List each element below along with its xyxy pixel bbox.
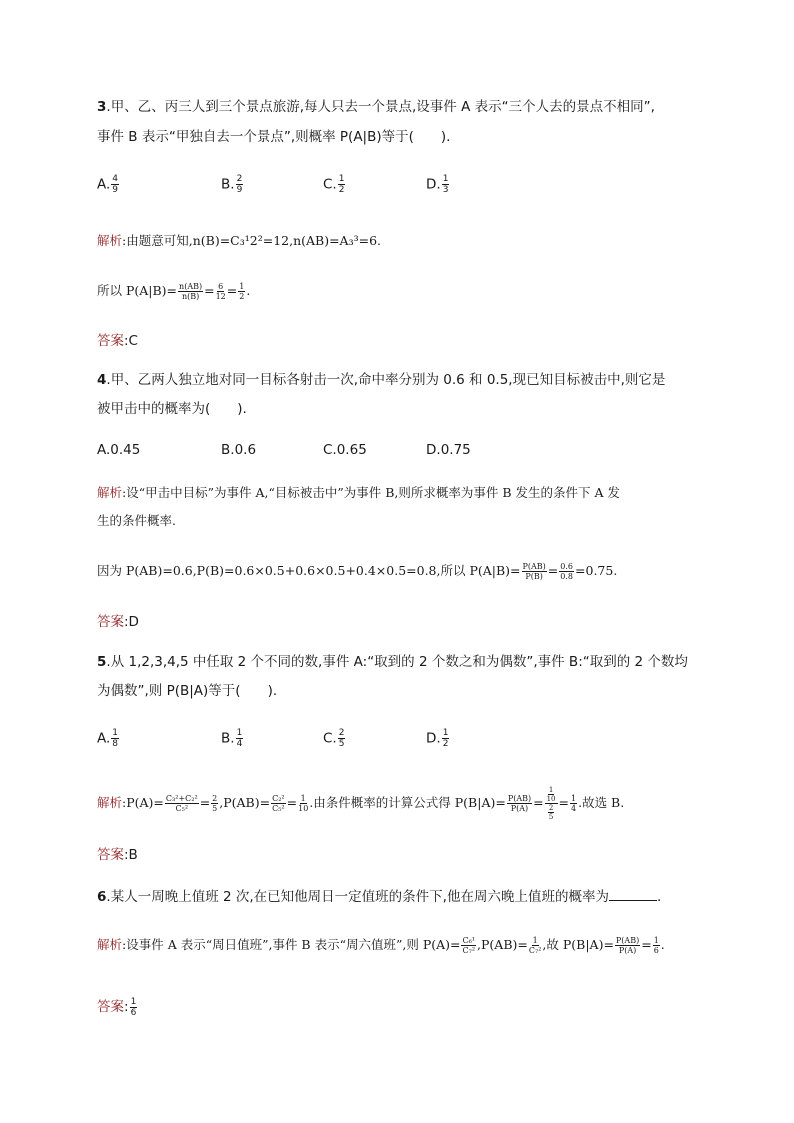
q3-option-b: B. $\frac{2}{9}$: [221, 174, 243, 195]
q5-option-d: D. $\frac{1}{2}$: [426, 728, 449, 749]
answer-label: 答案: [97, 333, 124, 349]
q6-stem: 6.某人一周晚上值班 2 次,在已知他周日一定值班的条件下,他在周六晚上值班的概率为 .: [97, 886, 661, 908]
q3-option-d: D. $\frac{1}{3}$: [426, 174, 449, 195]
q4-option-b: B.0.6: [221, 442, 257, 458]
analysis-label: 解析: [97, 795, 123, 810]
analysis-label: 解析: [97, 485, 123, 500]
q3-answer: 答案:C: [97, 333, 138, 349]
q5-stem-line1: 5.从 1,2,3,4,5 中任取 2 个不同的数,事件 A:“取到的 2 个数之和为偶数”,事件 B:“取到的 2 个数均: [97, 654, 688, 670]
q4-option-d: D.0.75: [426, 442, 471, 458]
q4-stem-line2: 被甲击中的概率为( ).: [97, 401, 247, 417]
q3-options: [97, 174, 697, 204]
q5-stem-line2: 为偶数”,则 P(B|A)等于( ).: [97, 683, 278, 699]
q5-option-c: C. $\frac{2}{5}$: [323, 728, 345, 749]
q6-answer-blank: [609, 886, 657, 901]
answer-label: 答案: [97, 999, 124, 1015]
q4-analysis-line3: 因为 P(AB)=0.6,P(B)=0.6×0.5+0.6×0.5+0.4×0.5=0.8,所以 P(A|B)= $\frac{P(AB)}{P(B)}$ = $\frac{0.6}{0.8}$ =0.75.: [97, 562, 618, 581]
q3-option-a: A. $\frac{4}{9}$: [97, 174, 119, 195]
q4-option-a: A.0.45: [97, 442, 141, 458]
q4-answer: 答案:D: [97, 614, 139, 630]
q5-answer: 答案:B: [97, 847, 138, 863]
answer-label: 答案: [97, 847, 124, 863]
q5-number: 5: [97, 654, 107, 670]
q4-analysis-line2: 生的条件概率.: [97, 513, 176, 528]
q4-options: [97, 442, 697, 472]
q4-number: 4: [97, 372, 107, 388]
q3-option-c: C. $\frac{1}{2}$: [323, 174, 345, 195]
q4-stem-line1: 4.甲、乙两人独立地对同一目标各射击一次,命中率分别为 0.6 和 0.5,现已知目标被击中,则它是: [97, 372, 666, 388]
q4-analysis-line1: 解析:设“甲击中目标”为事件 A,“目标被击中”为事件 B,则所求概率为事件 B 发生的条件下 A 发: [97, 485, 621, 500]
q3-stem-line1: 3.甲、乙、丙三人到三个景点旅游,每人只去一个景点,设事件 A 表示“三个人去的景点不相同”,: [97, 99, 655, 115]
q5-options: [97, 728, 697, 758]
q3-stem-line2: 事件 B 表示“甲独自去一个景点”,则概率 P(A|B)等于( ).: [97, 129, 451, 145]
answer-label: 答案: [97, 614, 124, 630]
analysis-label: 解析: [97, 233, 123, 248]
q5-option-a: A. $\frac{1}{8}$: [97, 728, 119, 749]
q6-analysis: 解析:设事件 A 表示“周日值班”,事件 B 表示“周六值班”,则 P(A)= $\frac{\text{C₆¹}}{\text{C₇²}}$ ,P(AB)= $\frac{1}{\text{C₇²}}$ ,故 P(B|A)= $\frac{P(AB)}{P(A)}$ = $\frac{1}{6}$ .: [97, 936, 665, 955]
analysis-label: 解析: [97, 937, 123, 952]
q4-option-c: C.0.65: [323, 442, 367, 458]
q3-number: 3: [97, 99, 107, 115]
q6-number: 6: [97, 889, 107, 905]
q3-analysis-line2: 所以 P(A|B)= $\frac{n(AB)}{n(B)}$ = $\frac{6}{12}$ = $\frac{1}{2}$ .: [97, 282, 251, 301]
q3-analysis-line1: 解析:由题意可知,n(B)=C₃¹2²=12,n(AB)=A₃³=6.: [97, 233, 382, 248]
q6-answer: 答案: $\frac{1}{6}$: [97, 996, 137, 1018]
q5-analysis: 解析:P(A)= $\frac{\text{C₃²+C₂²}}{\text{C₅²}}$ = $\frac{2}{5}$ ,P(AB)= $\frac{\text{C₂²}}{\text{C₅²}}$ = $\frac{1}{10}$ .由条件概率的计算公式得 P(B|A)= $\frac{P(AB)}{P(A)}$ = $\frac{\frac{1}{10}}{\frac{2}{5}}$ = $\frac{1}{4}$ .故选 B.: [97, 786, 625, 821]
q5-option-b: B. $\frac{1}{4}$: [221, 728, 243, 749]
